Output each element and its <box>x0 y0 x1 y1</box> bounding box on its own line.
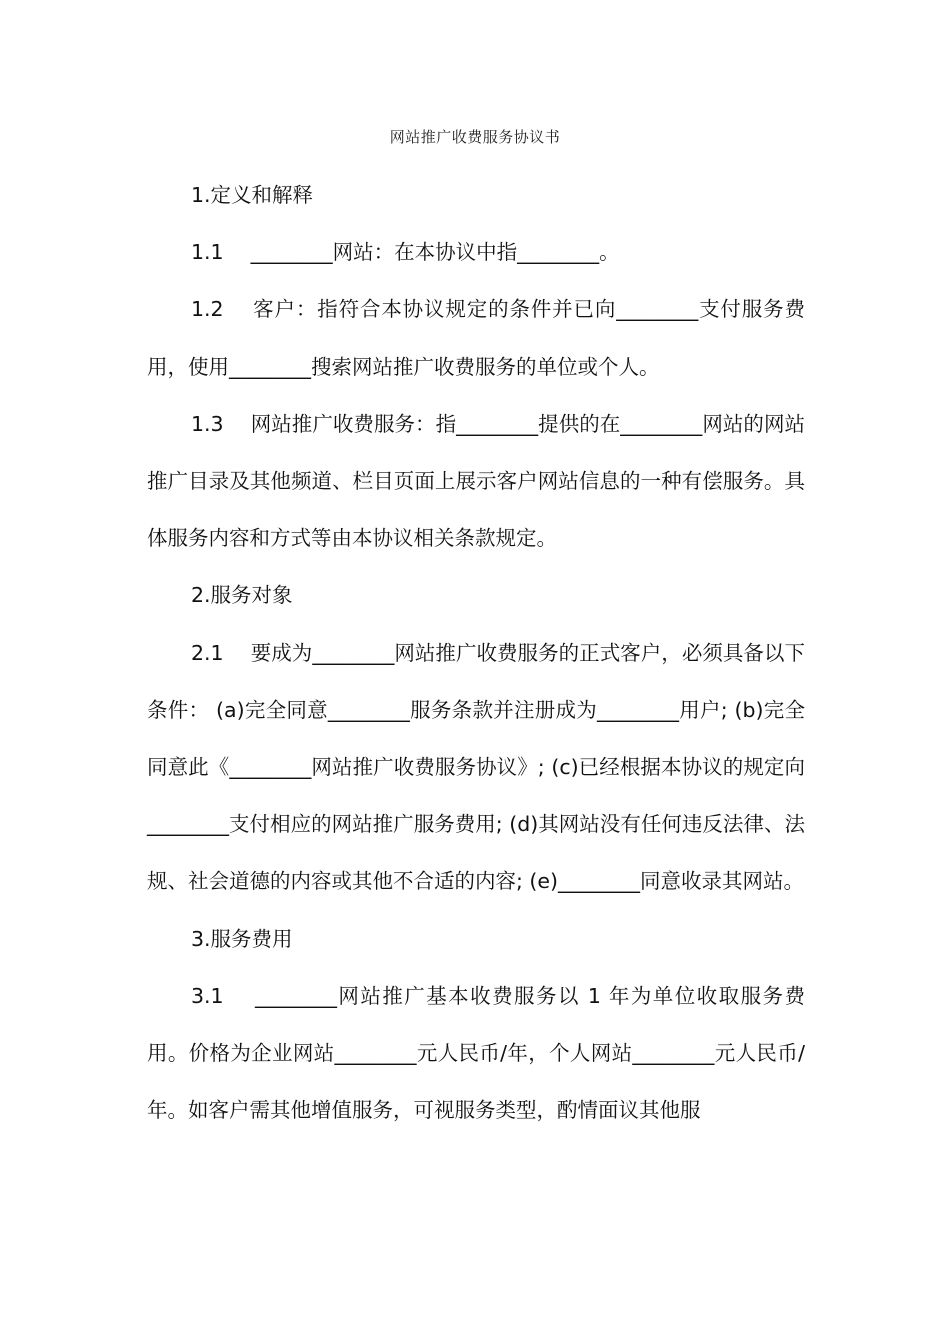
document-title: 网站推广收费服务协议书 <box>389 128 561 146</box>
clause-2-1: 2.1 要成为________网站推广收费服务的正式客户，必须具备以下条件： (a)完全同意________服务条款并注册成为________用户; (b)完全同意此《________网站推广收费服务协议》; (c)已经根据本协议的规定向________支付相应的网站推广服务费用; (d)其网站没有任何违反法律、法规、社会道德的内容或其他不合适的内容; (e)________同意收录其网站。 <box>147 640 805 894</box>
clause-3-1: 3.1 ________网站推广基本收费服务以 1 年为单位收取服务费用。价格为企业网站________元人民币/年，个人网站________元人民币/年。如客户需其他增值服务，可视服务类型，酌情面议其他服 <box>147 983 805 1123</box>
clause-1-1: 1.1 ________网站：在本协议中指________。 <box>191 240 620 265</box>
clause-1-2: 1.2 客户：指符合本协议规定的条件并已向________支付服务费用，使用________搜索网站推广收费服务的单位或个人。 <box>147 297 805 379</box>
document-body <box>147 167 805 1139</box>
section-heading-definitions: 1.定义和解释 <box>191 183 314 207</box>
clause-1-3: 1.3 网站推广收费服务：指________提供的在________网站的网站推广目录及其他频道、栏目页面上展示客户网站信息的一种有偿服务。具体服务内容和方式等由本协议相关条款规定。 <box>147 411 805 551</box>
section-heading-service-fees: 3.服务费用 <box>191 926 293 951</box>
section-heading-service-target: 2.服务对象 <box>191 583 293 608</box>
